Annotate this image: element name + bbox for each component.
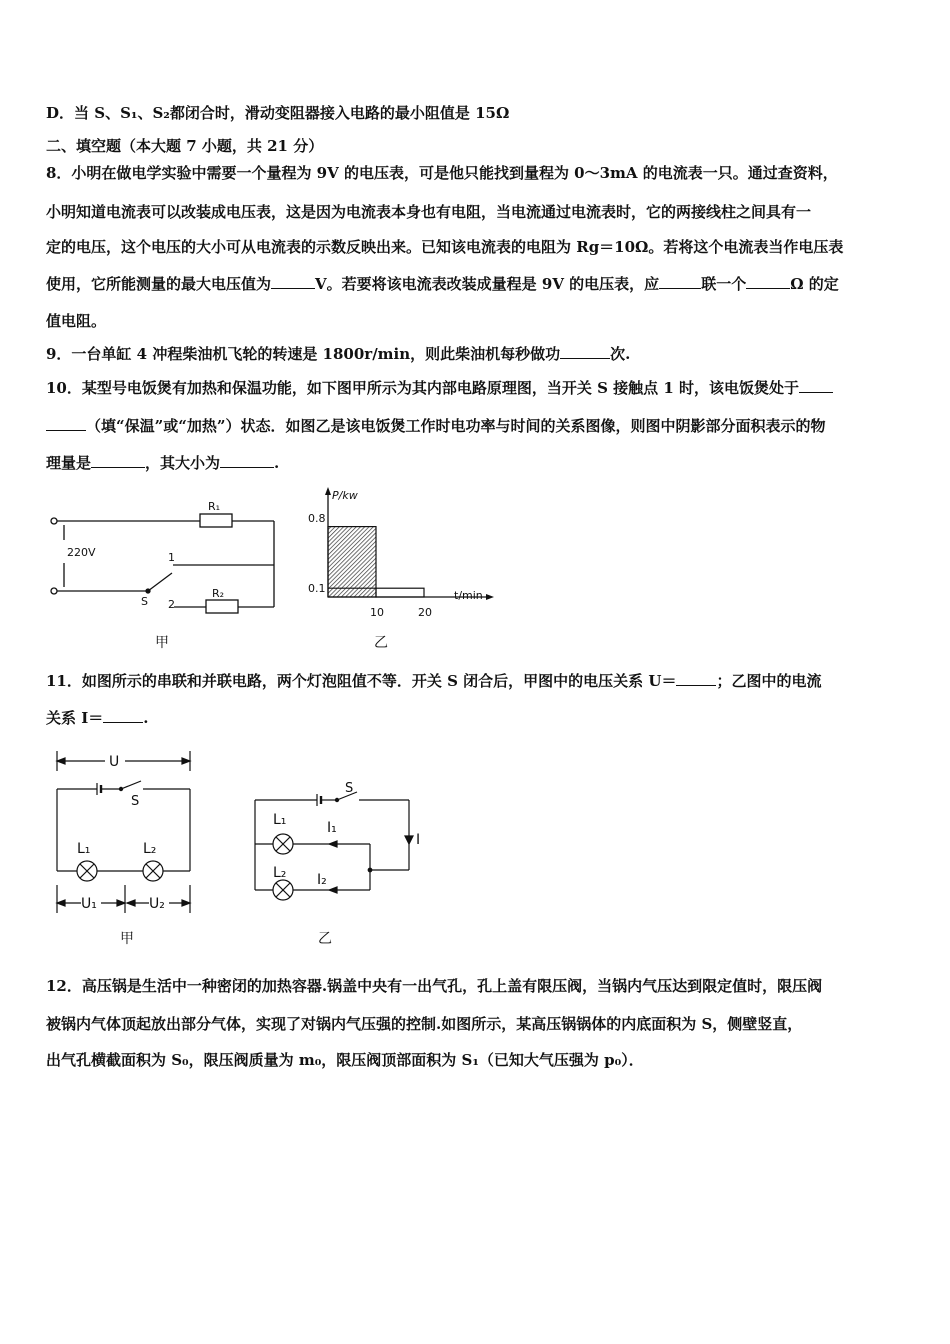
q11-line1 xyxy=(46,671,821,691)
q8-text-c: 联一个 xyxy=(701,275,747,293)
i-label: I xyxy=(416,832,421,848)
r1-label: R₁ xyxy=(208,500,221,513)
q8-line3: 定的电压，这个电压的大小可从电流表的示数反映出来。已知该电流表的电阻为 Rg＝10Ω。若将这个电流表当作电压表 xyxy=(46,238,844,256)
q8-line1: 8．小明在做电学实验中需要一个量程为 9V 的电压表，可是他只能找到量程为 0～3mA 的电流表一只。通过查资料， xyxy=(46,164,838,182)
q10-text-e: . xyxy=(274,454,280,472)
series-switch-label: S xyxy=(131,794,140,809)
q8-blank-resistance[interactable] xyxy=(746,274,790,289)
q8-text-b: V。若要将该电流表改装成量程是 9V 的电压表，应 xyxy=(315,275,660,293)
l2-label: L₂ xyxy=(143,841,157,857)
x-tick-20: 20 xyxy=(418,606,432,619)
fig10b-caption: 乙 xyxy=(374,635,388,651)
q8-blank-connection[interactable] xyxy=(659,274,701,289)
fig11b-caption: 乙 xyxy=(318,931,332,947)
q8-text-a: 使用，它所能测量的最大电压值为 xyxy=(46,275,272,293)
parallel-switch-label: S xyxy=(345,781,354,796)
u1-label: U₁ xyxy=(81,896,97,912)
switch-label: S xyxy=(141,595,148,608)
power-segment-keepwarm xyxy=(376,588,424,597)
fig11-series-circuit xyxy=(45,745,205,920)
q10-text-c: 理量是 xyxy=(46,454,92,472)
option-d: D．当 S、S₁、S₂都闭合时，滑动变阻器接入电路的最小阻值是 15Ω xyxy=(46,104,510,122)
q8-line5: 值电阻。 xyxy=(46,312,107,330)
q11-line2 xyxy=(46,708,148,728)
x-axis-label: t/min xyxy=(454,589,483,602)
q8-blank-voltage[interactable] xyxy=(271,274,315,289)
i2-label: I₂ xyxy=(317,872,327,888)
r2-label: R₂ xyxy=(212,587,225,600)
shaded-area-heating xyxy=(328,527,376,597)
q11-text-b: ；乙图中的电流 xyxy=(716,672,822,690)
q11-text-c: 关系 I＝ xyxy=(46,709,104,727)
q11-text-a: 11．如图所示的串联和并联电路，两个灯泡阻值不等．开关 S 闭合后，甲图中的电压关系 U＝ xyxy=(46,672,677,690)
q11-blank-current[interactable] xyxy=(103,708,143,723)
section-heading: 二、填空题（本大题 7 小题，共 21 分） xyxy=(46,137,324,155)
contact2-label: 2 xyxy=(168,598,175,611)
u-label: U xyxy=(109,754,120,770)
q10-blank-quantity[interactable] xyxy=(91,453,145,468)
fig11a-caption: 甲 xyxy=(120,931,134,947)
y-axis-label: P/kw xyxy=(332,489,358,502)
parallel-l1-label: L₁ xyxy=(273,812,287,828)
x-tick-10: 10 xyxy=(370,606,384,619)
q9-text-a: 9．一台单缸 4 冲程柴油机飞轮的转速是 1800r/min，则此柴油机每秒做功 xyxy=(46,345,561,363)
q11-blank-voltage[interactable] xyxy=(676,671,716,686)
q10-text-b: （填“保温”或“加热”）状态．如图乙是该电饭煲工作时电功率与时间的关系图像，则图中阴影部分面积表示的物 xyxy=(86,417,826,435)
q10-text-a: 10．某型号电饭煲有加热和保温功能，如下图甲所示为其内部电路原理图，当开关 S 接触点 1 时，该电饭煲处于 xyxy=(46,379,800,397)
l1-label: L₁ xyxy=(77,841,91,857)
q12-line3: 出气孔横截面积为 S₀，限压阀质量为 m₀，限压阀顶部面积为 S₁（已知大气压强为 p₀）． xyxy=(46,1051,644,1069)
r1-resistor xyxy=(200,514,232,527)
series-switch-blade xyxy=(121,781,141,789)
voltage-label: 220V xyxy=(67,546,96,559)
u2-label: U₂ xyxy=(149,896,165,912)
fig11-parallel-circuit xyxy=(245,778,435,918)
q10-line1 xyxy=(46,378,833,398)
q9-blank[interactable] xyxy=(560,344,610,359)
fig10a-caption: 甲 xyxy=(155,635,169,651)
y-tick-0.1: 0.1 xyxy=(308,582,326,595)
q10-blank-state-a[interactable] xyxy=(799,378,833,393)
r2-resistor xyxy=(206,600,238,613)
q9-text-b: 次. xyxy=(610,345,631,363)
q12-line2: 被锅内气体顶起放出部分气体，实现了对锅内气压强的控制.如图所示，某高压锅锅体的内底面积为 S，侧壁竖直， xyxy=(46,1015,803,1033)
q11-text-d: . xyxy=(143,709,149,727)
contact1-label: 1 xyxy=(168,551,175,564)
x-axis-arrow xyxy=(486,594,494,600)
i1-label: I₁ xyxy=(327,820,337,836)
parallel-l2-label: L₂ xyxy=(273,865,287,881)
q8-line4 xyxy=(46,274,839,294)
q10-text-d: ，其大小为 xyxy=(145,454,221,472)
q8-text-d: Ω 的定 xyxy=(790,275,839,293)
y-tick-0.8: 0.8 xyxy=(308,512,326,525)
q10-line3 xyxy=(46,453,279,473)
y-axis-arrow xyxy=(325,487,331,495)
q10-line2 xyxy=(46,416,826,436)
q12-line1: 12．高压锅是生活中一种密闭的加热容器.锅盖中央有一出气孔，孔上盖有限压阀，当锅内气压达到限定值时，限压阀 xyxy=(46,977,823,995)
q8-line2: 小明知道电流表可以改装成电压表，这是因为电流表本身也有电阻，当电流通过电流表时，它的两接线柱之间具有一 xyxy=(46,203,812,221)
fig10-circuit xyxy=(40,495,290,655)
switch-blade xyxy=(148,573,172,591)
q10-blank-value[interactable] xyxy=(220,453,274,468)
fig10-power-chart xyxy=(300,485,500,635)
q10-blank-state-b[interactable] xyxy=(46,416,86,431)
q9 xyxy=(46,344,630,364)
